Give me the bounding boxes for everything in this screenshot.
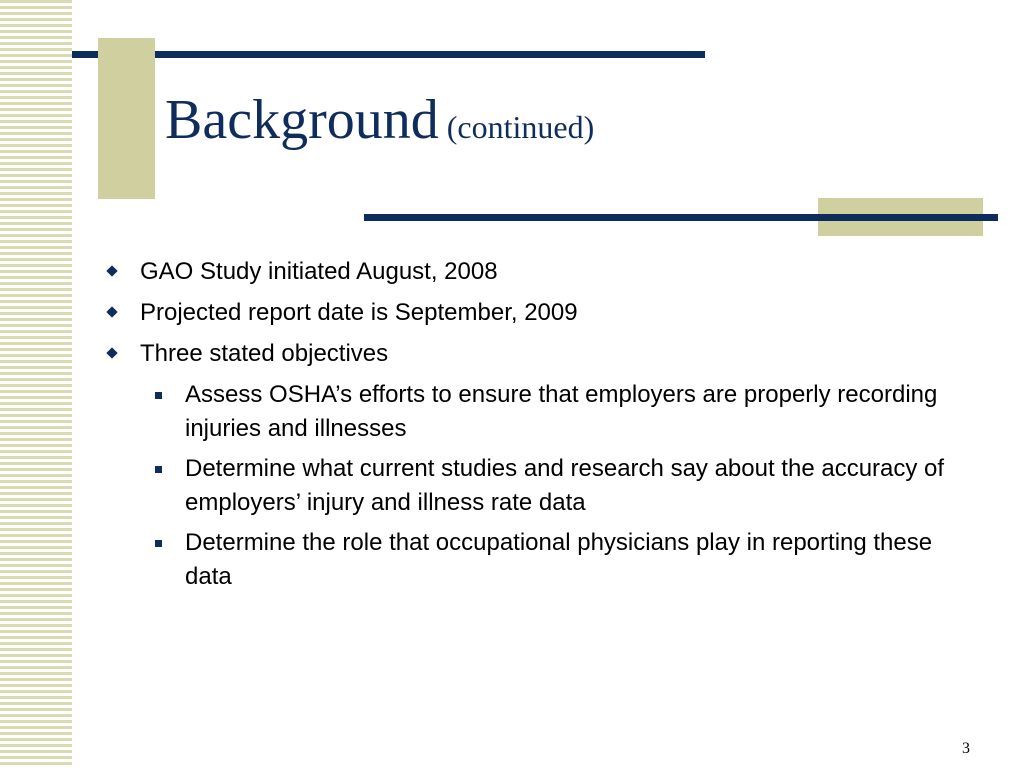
sub-list-item [100, 378, 980, 446]
page-number: 3 [962, 740, 970, 757]
square-bullet-icon [155, 466, 162, 473]
list-item [100, 255, 980, 289]
title-bottom-rule [364, 214, 998, 221]
list-item [100, 337, 980, 371]
list-item-text: GAO Study initiated August, 2008 [140, 258, 498, 285]
sub-list-item-text: Determine the role that occupational physicians play in reporting these data [185, 529, 933, 590]
diamond-bullet-icon [106, 306, 117, 317]
striped-side-border [0, 0, 72, 768]
list-item-text: Three stated objectives [140, 340, 389, 367]
title-accent-block [98, 38, 155, 199]
bullet-list [100, 255, 980, 600]
square-bullet-icon [155, 392, 162, 399]
diamond-bullet-icon [106, 347, 117, 358]
diamond-bullet-icon [106, 265, 117, 276]
title-top-rule [72, 51, 705, 58]
list-item [100, 296, 980, 330]
square-bullet-icon [155, 540, 162, 547]
slide-title-suffix: (continued) [446, 109, 595, 145]
slide-title-main: Background [165, 89, 439, 151]
sub-list-item [100, 452, 980, 520]
sub-list-item-text: Determine what current studies and research say about the accuracy of employers’ injury and illness rate data [185, 455, 945, 516]
sub-list-item-text: Assess OSHA’s efforts to ensure that employers are properly recording injuries and illnesses [185, 381, 938, 442]
slide-title [165, 89, 595, 151]
list-item-text: Projected report date is September, 2009 [140, 299, 578, 326]
sub-list-item [100, 526, 980, 594]
